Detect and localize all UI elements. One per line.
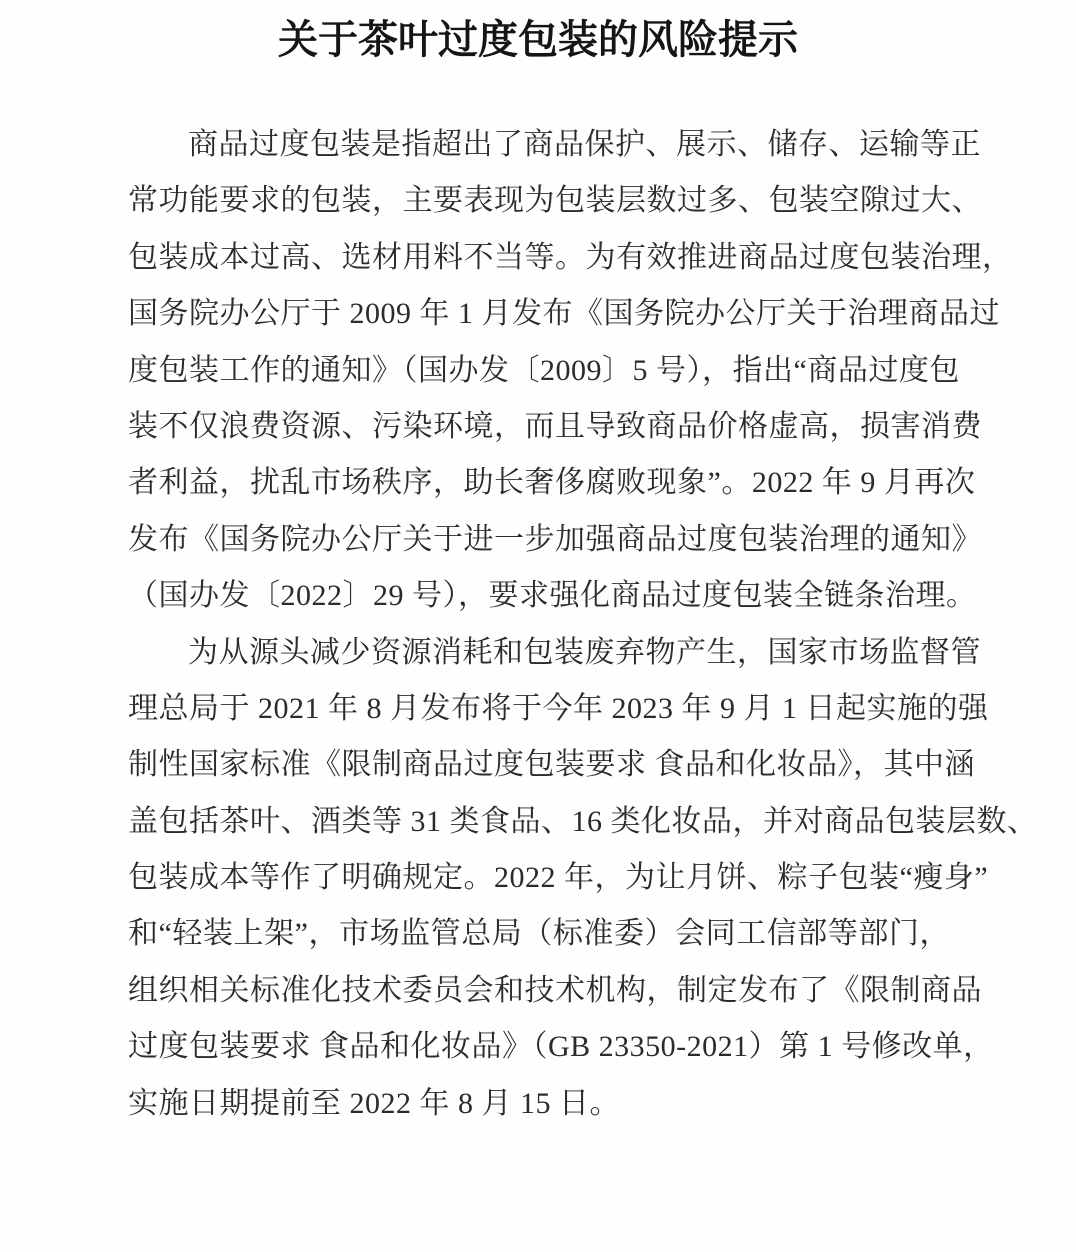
body-line: 发布《国务院办公厅关于进一步加强商品过度包装治理的通知》 bbox=[128, 522, 982, 556]
document-title: 关于茶叶过度包装的风险提示 bbox=[278, 18, 798, 62]
body-line: 商品过度包装是指超出了商品保护、展示、储存、运输等正 bbox=[188, 128, 981, 161]
body-line: 为从源头减少资源消耗和包装废弃物产生，国家市场监督管 bbox=[188, 635, 981, 669]
body-line: （国办发〔2022〕29 号），要求强化商品过度包装全链条治理。 bbox=[128, 579, 977, 613]
body-line: 包装成本过高、选材用料不当等。为有效推进商品过度包装治理， bbox=[128, 240, 1013, 274]
body-line: 制性国家标准《限制商品过度包装要求 食品和化妆品》，其中涵 bbox=[128, 748, 975, 782]
body-line: 组织相关标准化技术委员会和技术机构，制定发布了《限制商品 bbox=[128, 973, 982, 1007]
body-line: 包装成本等作了明确规定。2022 年，为让月饼、粽子包装“瘦身” bbox=[128, 861, 989, 895]
body-line: 和“轻装上架”，市场监管总局（标准委）会同工信部等部门， bbox=[128, 917, 950, 951]
body-line: 实施日期提前至 2022 年 8 月 15 日。 bbox=[128, 1086, 620, 1120]
body-line: 盖包括茶叶、酒类等 31 类食品、16 类化妆品，并对商品包装层数、 bbox=[128, 804, 1038, 838]
body-line: 国务院办公厅于 2009 年 1 月发布《国务院办公厅关于治理商品过 bbox=[128, 297, 1000, 331]
body-line: 理总局于 2021 年 8 月发布将于今年 2023 年 9 月 1 日起实施的强 bbox=[128, 691, 989, 725]
body-line: 者利益，扰乱市场秩序，助长奢侈腐败现象”。2022 年 9 月再次 bbox=[128, 466, 976, 500]
body-line: 装不仅浪费资源、污染环境，而且导致商品价格虚高，损害消费 bbox=[128, 409, 982, 443]
document-body bbox=[128, 117, 1038, 1132]
body-line: 常功能要求的包装，主要表现为包装层数过多、包装空隙过大、 bbox=[128, 184, 982, 218]
body-line: 过度包装要求 食品和化妆品》（GB 23350-2021）第 1 号修改单， bbox=[128, 1030, 994, 1064]
body-line: 度包装工作的通知》（国办发〔2009〕5 号），指出“商品过度包 bbox=[128, 353, 960, 387]
